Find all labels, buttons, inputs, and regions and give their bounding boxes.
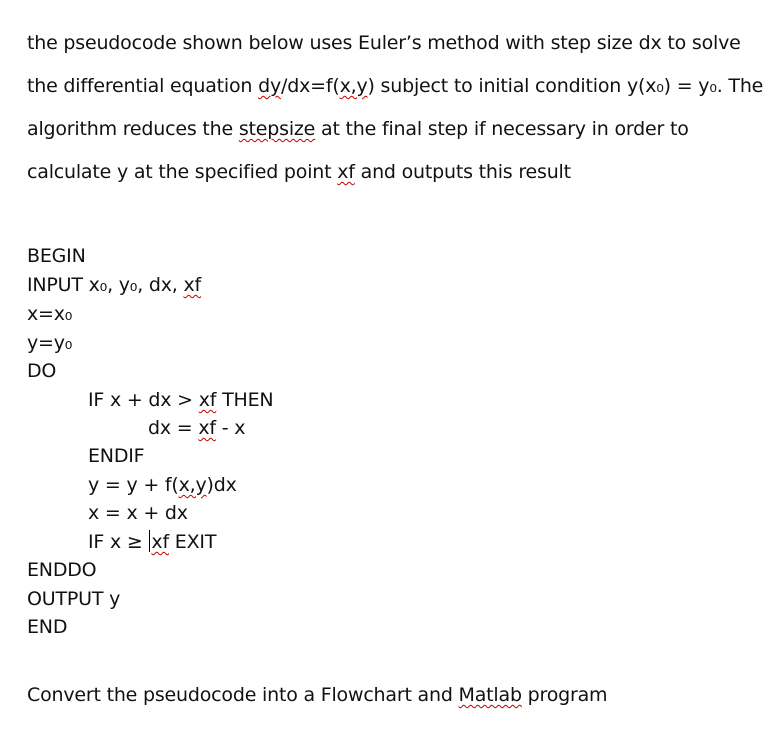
code-x-update: x = x + dx bbox=[88, 502, 188, 524]
code-dx-suffix: - x bbox=[215, 417, 246, 439]
code-output: OUTPUT y bbox=[27, 588, 121, 610]
code-y-init: y=y₀ bbox=[27, 332, 73, 354]
code-do: DO bbox=[27, 360, 57, 382]
task-text: Convert the pseudocode into a Flowchart and bbox=[27, 684, 459, 706]
spell-flag-xy: x,y bbox=[178, 474, 207, 496]
spell-flag-stepsize: stepsize bbox=[238, 118, 316, 140]
spell-flag-dy: dy bbox=[258, 75, 282, 97]
code-end: END bbox=[27, 616, 68, 638]
spell-flag-xf: xf bbox=[183, 274, 202, 296]
intro-text: ) subject to initial condition y(x₀) = y₀. The algorithm reduces the bbox=[27, 75, 764, 140]
code-input-text: INPUT x₀, y₀, dx, bbox=[27, 274, 184, 296]
code-y-update-text: y = y + f( bbox=[88, 474, 179, 496]
code-exit bbox=[88, 530, 216, 553]
code-exit-suffix: EXIT bbox=[168, 531, 217, 553]
spell-flag-xf: xf bbox=[337, 161, 355, 183]
task-suffix: program bbox=[521, 684, 608, 706]
code-if-text: IF x + dx > bbox=[88, 389, 199, 411]
code-y-update bbox=[88, 474, 237, 496]
task-instruction bbox=[27, 684, 607, 706]
spell-flag-xf: xf bbox=[151, 531, 169, 553]
code-if-then: THEN bbox=[216, 389, 274, 411]
intro-text: /dx=f( bbox=[281, 75, 340, 97]
code-begin: BEGIN bbox=[27, 245, 86, 267]
code-dx-text: dx = bbox=[148, 417, 199, 439]
spell-flag-xy: x,y bbox=[339, 75, 368, 97]
spell-flag-xf: xf bbox=[198, 417, 216, 439]
code-dx-assign bbox=[148, 417, 245, 439]
code-y-update-suffix: )dx bbox=[206, 474, 237, 496]
code-x-init: x=x₀ bbox=[27, 303, 73, 325]
spell-flag-xf: xf bbox=[198, 389, 217, 411]
code-enddo: ENDDO bbox=[27, 559, 97, 581]
code-exit-text: IF x ≥ bbox=[88, 531, 149, 553]
code-endif: ENDIF bbox=[88, 445, 145, 467]
intro-text: and outputs this result bbox=[354, 161, 571, 183]
code-if bbox=[88, 389, 273, 411]
code-input bbox=[27, 274, 201, 296]
intro-text: at the final step if necessary in order to calculate y at the specified point bbox=[27, 118, 689, 183]
intro-paragraph bbox=[27, 22, 767, 194]
intro-text: the pseudocode shown below uses Euler’s method with step size dx to solve the differential equation bbox=[27, 32, 741, 97]
spell-flag-matlab: Matlab bbox=[458, 684, 522, 706]
